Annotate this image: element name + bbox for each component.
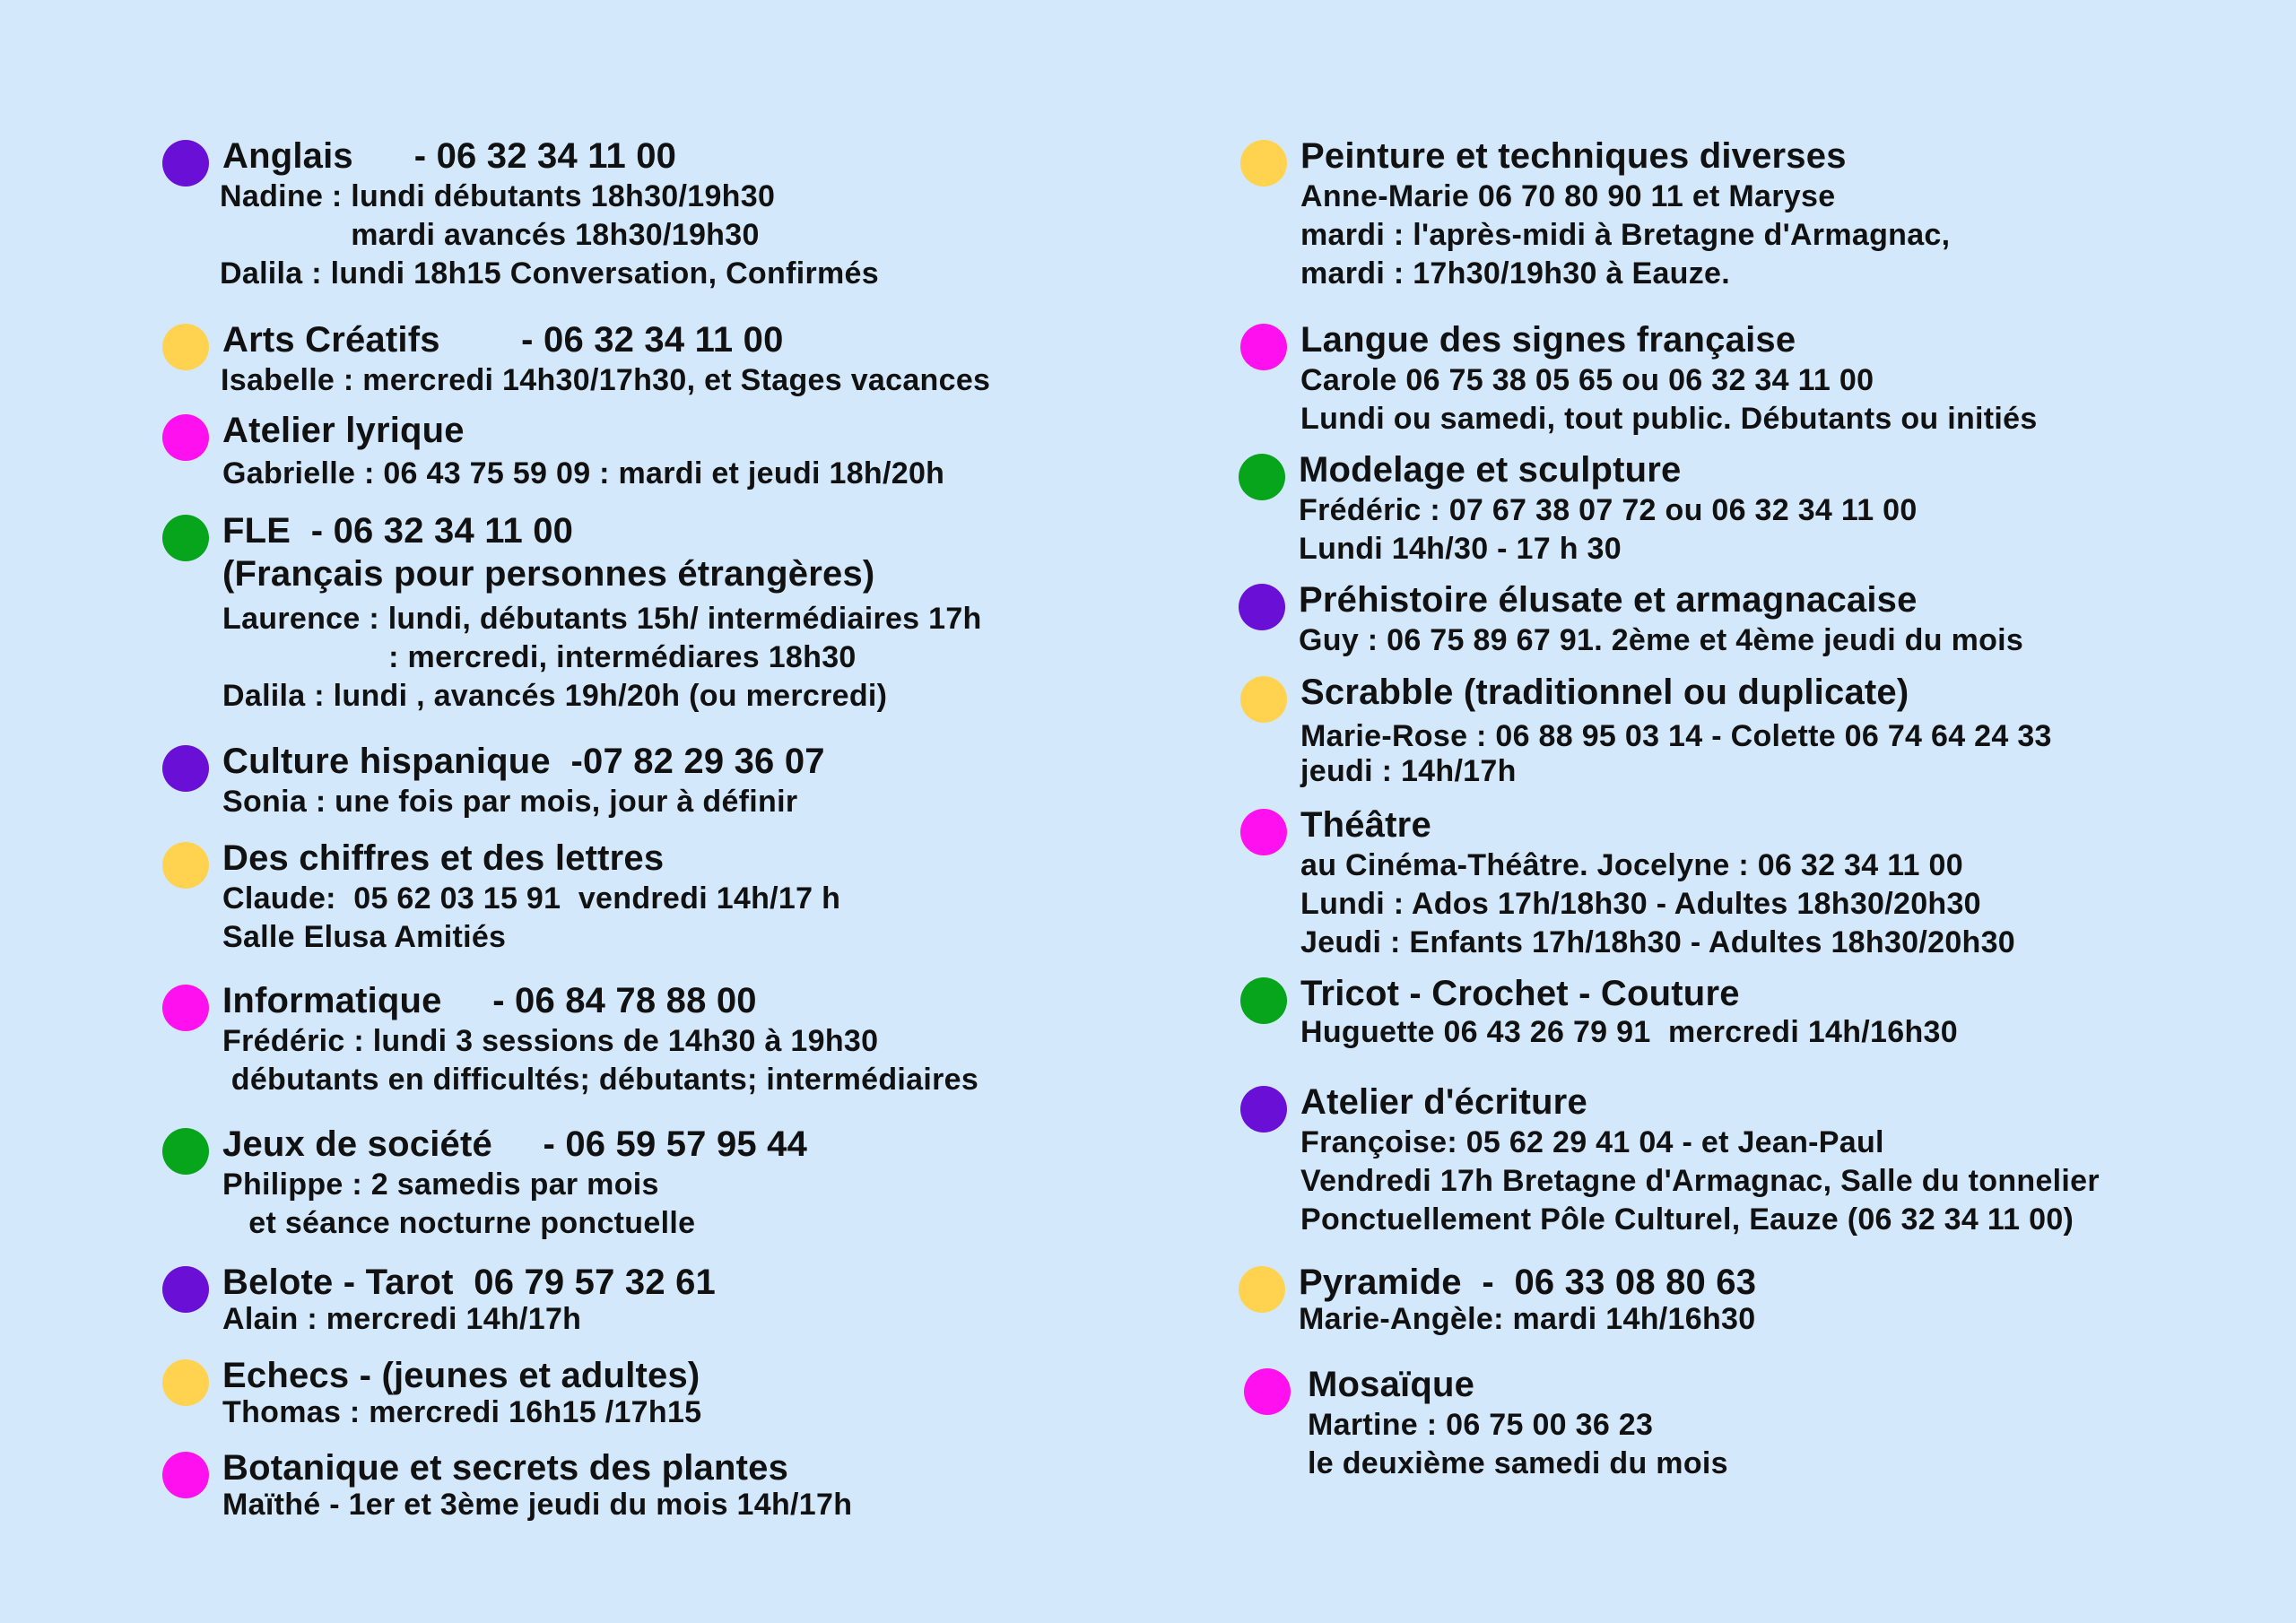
- entry-line: Laurence : lundi, débutants 15h/ intermédiaires 17h: [222, 602, 982, 636]
- entry-line: Marie-Rose : 06 88 95 03 14 - Colette 06 74 64 24 33: [1300, 719, 2052, 753]
- bullet-dot: [1244, 1368, 1291, 1415]
- entry-title: Atelier d'écriture: [1300, 1082, 1587, 1122]
- entry-jeux-societe: [222, 1123, 807, 1243]
- entry-peinture: [1300, 135, 1950, 293]
- entry-line: le deuxième samedi du mois: [1308, 1446, 1728, 1480]
- entry-title: Atelier lyrique: [222, 411, 465, 450]
- entry-theatre: [1300, 803, 2015, 962]
- entry-belote-tarot: [222, 1261, 716, 1339]
- entry-title: Tricot - Crochet - Couture: [1300, 974, 1740, 1013]
- entry-line: mardi : 17h30/19h30 à Eauze.: [1300, 256, 1730, 291]
- entry-tricot: [1300, 972, 1958, 1052]
- entry-line: et séance nocturne ponctuelle: [222, 1206, 696, 1240]
- entry-title: Botanique et secrets des plantes: [222, 1448, 789, 1488]
- entry-line: Frédéric : 07 67 38 07 72 ou 06 32 34 11 00: [1299, 493, 1918, 527]
- entry-title: Culture hispanique -07 82 29 36 07: [222, 742, 825, 781]
- entry-line: Jeudi : Enfants 17h/18h30 - Adultes 18h30/20h30: [1300, 925, 2016, 959]
- bullet-dot: [162, 1266, 209, 1313]
- entry-title: FLE - 06 32 34 11 00: [222, 511, 574, 551]
- entry-culture-hispanique: [222, 740, 825, 821]
- entry-scrabble: [1300, 671, 2052, 791]
- bullet-dot: [1240, 676, 1287, 723]
- entry-line: Alain : mercredi 14h/17h: [222, 1302, 582, 1336]
- bullet-dot: [162, 985, 209, 1031]
- entry-langue-signes: [1300, 318, 2038, 438]
- entry-title: Mosaïque: [1308, 1365, 1475, 1404]
- entry-title: Echecs - (jeunes et adultes): [222, 1356, 700, 1395]
- bullet-dot: [1240, 809, 1287, 855]
- entry-line: Ponctuellement Pôle Culturel, Eauze (06 32 34 11 00): [1300, 1202, 2074, 1237]
- entry-line: mardi : l'après-midi à Bretagne d'Armagnac,: [1300, 218, 1951, 252]
- entry-title: Scrabble (traditionnel ou duplicate): [1300, 673, 1909, 712]
- entry-title: Anglais - 06 32 34 11 00: [222, 136, 677, 176]
- entry-title: Belote - Tarot 06 79 57 32 61: [222, 1263, 716, 1302]
- bullet-dot: [1240, 324, 1287, 370]
- entry-line: Marie-Angèle: mardi 14h/16h30: [1299, 1302, 1756, 1336]
- entry-title: Peinture et techniques diverses: [1300, 136, 1847, 176]
- bullet-dot: [1239, 454, 1285, 500]
- entry-line: Nadine : lundi débutants 18h30/19h30: [220, 179, 776, 213]
- bullet-dot: [162, 324, 209, 370]
- bullet-dot: [162, 414, 209, 461]
- entry-line: Huguette 06 43 26 79 91 mercredi 14h/16h30: [1300, 1015, 1958, 1049]
- bullet-dot: [1239, 584, 1285, 630]
- bullet-dot: [162, 1359, 209, 1406]
- entry-mosaique: [1308, 1363, 1728, 1483]
- entry-title: Pyramide - 06 33 08 80 63: [1299, 1263, 1757, 1302]
- entry-line: Lundi ou samedi, tout public. Débutants ou initiés: [1300, 402, 2038, 436]
- entry-title: Arts Créatifs - 06 32 34 11 00: [222, 320, 784, 360]
- entry-modelage: [1299, 448, 1918, 568]
- entry-title: Préhistoire élusate et armagnacaise: [1299, 580, 1918, 620]
- bullet-dot: [162, 515, 209, 561]
- entry-informatique: [222, 979, 978, 1099]
- bullet-dot: [162, 140, 209, 187]
- entry-fle: [222, 509, 982, 716]
- entry-line: Salle Elusa Amitiés: [222, 920, 507, 954]
- entry-line: Sonia : une fois par mois, jour à définir: [222, 785, 798, 819]
- entry-anglais: [222, 135, 879, 293]
- entry-botanique: [222, 1446, 852, 1524]
- entry-line: Dalila : lundi , avancés 19h/20h (ou mercredi): [222, 679, 888, 713]
- bullet-dot: [162, 1452, 209, 1498]
- entry-line: au Cinéma-Théâtre. Jocelyne : 06 32 34 11 00: [1300, 848, 1963, 882]
- entry-echecs: [222, 1354, 701, 1432]
- entry-line: Isabelle : mercredi 14h30/17h30, et Stages vacances: [221, 363, 991, 397]
- entry-prehistoire: [1299, 578, 2023, 660]
- entry-line: Carole 06 75 38 05 65 ou 06 32 34 11 00: [1300, 363, 1874, 397]
- entry-title: Informatique - 06 84 78 88 00: [222, 981, 757, 1020]
- bullet-dot: [1239, 1266, 1285, 1313]
- bullet-dot: [162, 745, 209, 792]
- entry-title: Théâtre: [1300, 805, 1431, 845]
- entry-line: Vendredi 17h Bretagne d'Armagnac, Salle du tonnelier: [1300, 1164, 2100, 1198]
- bullet-dot: [162, 842, 209, 889]
- entry-subtitle: (Français pour personnes étrangères): [222, 554, 875, 594]
- entry-title: Modelage et sculpture: [1299, 450, 1682, 490]
- entry-line: Dalila : lundi 18h15 Conversation, Confirmés: [220, 256, 879, 291]
- entry-title: Des chiffres et des lettres: [222, 838, 665, 878]
- entry-title: Jeux de société - 06 59 57 95 44: [222, 1124, 808, 1164]
- entry-line: débutants en difficultés; débutants; intermédiaires: [222, 1063, 979, 1097]
- bullet-dot: [162, 1128, 209, 1175]
- entry-line: mardi avancés 18h30/19h30: [220, 218, 760, 252]
- entry-arts-creatifs: [222, 318, 990, 400]
- entry-line: Gabrielle : 06 43 75 59 09 : mardi et jeudi 18h/20h: [222, 456, 945, 490]
- entry-line: Frédéric : lundi 3 sessions de 14h30 à 19h30: [222, 1024, 879, 1058]
- entry-line: jeudi : 14h/17h: [1300, 754, 1517, 788]
- entry-line: Lundi 14h/30 - 17 h 30: [1299, 532, 1622, 566]
- entry-line: Philippe : 2 samedis par mois: [222, 1167, 659, 1202]
- entry-line: : mercredi, intermédiares 18h30: [222, 640, 857, 674]
- entry-title: Langue des signes française: [1300, 320, 1796, 360]
- entry-pyramide: [1299, 1261, 1756, 1339]
- entry-atelier-ecriture: [1300, 1081, 2100, 1239]
- entry-line: Martine : 06 75 00 36 23: [1308, 1408, 1654, 1442]
- entry-line: Thomas : mercredi 16h15 /17h15: [222, 1395, 702, 1429]
- bullet-dot: [1240, 977, 1287, 1024]
- entry-line: Anne-Marie 06 70 80 90 11 et Maryse: [1300, 179, 1836, 213]
- entry-chiffres-lettres: [222, 837, 840, 957]
- entry-line: Claude: 05 62 03 15 91 vendredi 14h/17 h: [222, 881, 841, 916]
- entry-line: Maïthé - 1er et 3ème jeudi du mois 14h/17h: [222, 1488, 853, 1522]
- entry-line: Françoise: 05 62 29 41 04 - et Jean-Paul: [1300, 1125, 1884, 1159]
- entry-atelier-lyrique: [222, 409, 944, 493]
- entry-line: Lundi : Ados 17h/18h30 - Adultes 18h30/20h30: [1300, 887, 1981, 921]
- bullet-dot: [1240, 140, 1287, 187]
- entry-line: Guy : 06 75 89 67 91. 2ème et 4ème jeudi du mois: [1299, 623, 2024, 657]
- bullet-dot: [1240, 1086, 1287, 1133]
